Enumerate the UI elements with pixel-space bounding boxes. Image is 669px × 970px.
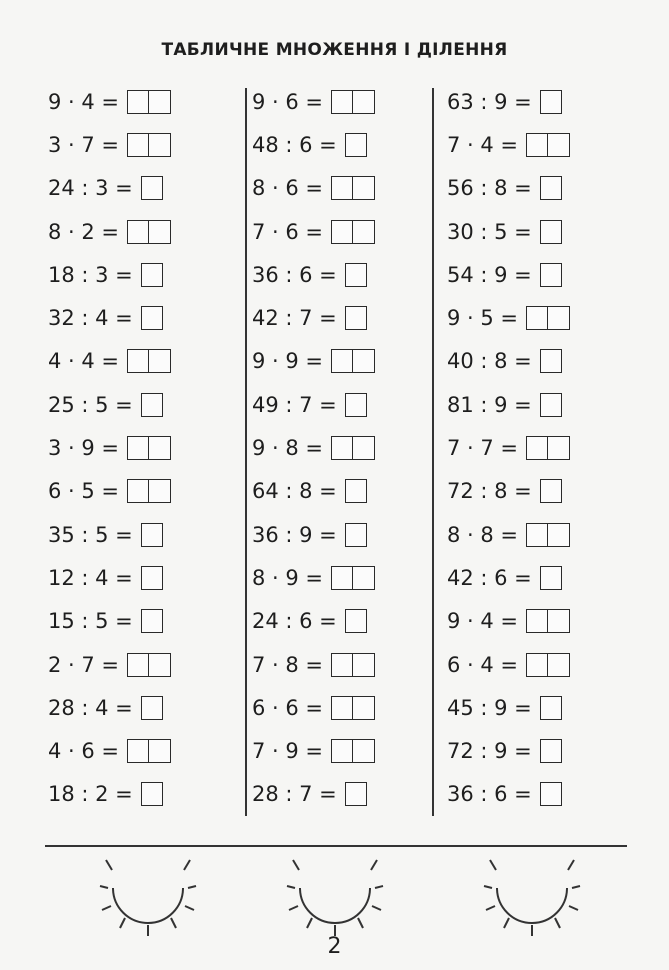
- answer-cell[interactable]: [353, 349, 375, 373]
- exercise-row: [252, 773, 375, 816]
- exercise-expression: 8 · 2 =: [48, 219, 120, 244]
- answer-box[interactable]: [141, 393, 163, 417]
- exercise-row: [447, 383, 570, 426]
- answer-box[interactable]: [345, 306, 367, 330]
- exercise-row: [447, 556, 570, 599]
- exercise-expression: 40 : 8 =: [447, 349, 532, 374]
- answer-box[interactable]: [141, 609, 163, 633]
- exercise-expression: 28 : 7 =: [252, 782, 337, 807]
- answer-cell[interactable]: [353, 696, 375, 720]
- answer-cell[interactable]: [540, 263, 562, 287]
- answer-box[interactable]: [345, 263, 367, 287]
- answer-cell[interactable]: [149, 653, 171, 677]
- answer-box[interactable]: [127, 739, 171, 763]
- exercise-row: [48, 643, 171, 686]
- exercise-expression: 36 : 9 =: [252, 522, 337, 547]
- exercise-row: [447, 513, 570, 556]
- answer-cell[interactable]: [127, 479, 149, 503]
- column-divider: [245, 88, 247, 816]
- answer-cell[interactable]: [141, 176, 163, 200]
- exercise-expression: 9 · 4 =: [447, 609, 519, 634]
- exercise-row: [252, 210, 375, 253]
- exercise-row: [252, 80, 375, 123]
- exercise-expression: 4 · 6 =: [48, 739, 120, 764]
- exercise-expression: 49 : 7 =: [252, 392, 337, 417]
- answer-cell[interactable]: [149, 349, 171, 373]
- exercise-column-2: [252, 80, 375, 816]
- exercise-expression: 7 · 7 =: [447, 436, 519, 461]
- answer-cell[interactable]: [548, 609, 570, 633]
- exercise-expression: 8 · 9 =: [252, 565, 324, 590]
- answer-cell[interactable]: [149, 436, 171, 460]
- answer-cell[interactable]: [526, 523, 548, 547]
- exercise-column-1: [48, 80, 171, 816]
- answer-box[interactable]: [127, 479, 171, 503]
- exercise-expression: 3 · 7 =: [48, 132, 120, 157]
- exercise-expression: 63 : 9 =: [447, 89, 532, 114]
- exercise-row: [48, 470, 171, 513]
- exercise-row: [252, 167, 375, 210]
- answer-cell[interactable]: [540, 782, 562, 806]
- answer-box[interactable]: [526, 653, 570, 677]
- exercise-row: [48, 383, 171, 426]
- exercise-expression: 54 : 9 =: [447, 262, 532, 287]
- answer-box[interactable]: [345, 523, 367, 547]
- page-title: ТАБЛИЧНЕ МНОЖЕННЯ І ДІЛЕННЯ: [161, 40, 508, 60]
- exercise-row: [447, 340, 570, 383]
- answer-cell[interactable]: [526, 609, 548, 633]
- answer-box[interactable]: [331, 566, 375, 590]
- answer-box[interactable]: [540, 479, 562, 503]
- answer-cell[interactable]: [548, 133, 570, 157]
- exercise-row: [48, 686, 171, 729]
- exercise-expression: 72 : 8 =: [447, 479, 532, 504]
- exercise-expression: 12 : 4 =: [48, 565, 133, 590]
- exercise-expression: 36 : 6 =: [447, 782, 532, 807]
- exercise-row: [48, 556, 171, 599]
- answer-cell[interactable]: [149, 220, 171, 244]
- answer-box[interactable]: [345, 393, 367, 417]
- exercise-expression: 32 : 4 =: [48, 306, 133, 331]
- exercise-row: [447, 773, 570, 816]
- answer-box[interactable]: [540, 696, 562, 720]
- answer-cell[interactable]: [353, 90, 375, 114]
- exercise-row: [48, 426, 171, 469]
- exercise-expression: 24 : 3 =: [48, 176, 133, 201]
- answer-box[interactable]: [345, 479, 367, 503]
- exercise-expression: 9 · 6 =: [252, 89, 324, 114]
- answer-cell[interactable]: [141, 566, 163, 590]
- answer-box[interactable]: [345, 133, 367, 157]
- answer-cell[interactable]: [548, 523, 570, 547]
- answer-box[interactable]: [526, 523, 570, 547]
- answer-box[interactable]: [540, 782, 562, 806]
- exercise-row: [48, 123, 171, 166]
- answer-box[interactable]: [526, 306, 570, 330]
- answer-cell[interactable]: [149, 133, 171, 157]
- answer-cell[interactable]: [345, 263, 367, 287]
- answer-cell[interactable]: [540, 566, 562, 590]
- exercise-expression: 3 · 9 =: [48, 436, 120, 461]
- exercise-expression: 72 : 9 =: [447, 739, 532, 764]
- answer-cell[interactable]: [141, 393, 163, 417]
- exercise-row: [252, 600, 375, 643]
- exercise-row: [252, 296, 375, 339]
- answer-cell[interactable]: [331, 739, 353, 763]
- answer-box[interactable]: [127, 349, 171, 373]
- exercise-expression: 4 · 4 =: [48, 349, 120, 374]
- answer-cell[interactable]: [141, 263, 163, 287]
- answer-cell[interactable]: [345, 609, 367, 633]
- answer-box[interactable]: [127, 90, 171, 114]
- exercise-row: [252, 556, 375, 599]
- exercise-row: [48, 513, 171, 556]
- answer-cell[interactable]: [540, 479, 562, 503]
- sun-icon: [98, 848, 198, 938]
- answer-box[interactable]: [540, 90, 562, 114]
- answer-cell[interactable]: [353, 566, 375, 590]
- exercise-row: [447, 123, 570, 166]
- answer-cell[interactable]: [345, 782, 367, 806]
- answer-cell[interactable]: [127, 90, 149, 114]
- answer-cell[interactable]: [331, 566, 353, 590]
- answer-box[interactable]: [540, 176, 562, 200]
- answer-cell[interactable]: [141, 306, 163, 330]
- exercise-row: [48, 600, 171, 643]
- exercise-expression: 25 : 5 =: [48, 392, 133, 417]
- sun-icon: [285, 848, 385, 938]
- answer-cell[interactable]: [540, 220, 562, 244]
- answer-cell[interactable]: [141, 523, 163, 547]
- answer-cell[interactable]: [127, 436, 149, 460]
- page-number: 2: [327, 934, 342, 959]
- answer-cell[interactable]: [540, 349, 562, 373]
- answer-box[interactable]: [141, 306, 163, 330]
- exercise-expression: 18 : 3 =: [48, 262, 133, 287]
- exercise-row: [252, 470, 375, 513]
- exercise-row: [447, 80, 570, 123]
- answer-cell[interactable]: [526, 653, 548, 677]
- answer-box[interactable]: [331, 220, 375, 244]
- answer-box[interactable]: [141, 696, 163, 720]
- exercise-expression: 8 · 6 =: [252, 176, 324, 201]
- exercise-expression: 56 : 8 =: [447, 176, 532, 201]
- answer-cell[interactable]: [345, 523, 367, 547]
- answer-box[interactable]: [526, 436, 570, 460]
- exercise-row: [252, 513, 375, 556]
- answer-cell[interactable]: [127, 133, 149, 157]
- exercise-row: [447, 643, 570, 686]
- exercise-expression: 30 : 5 =: [447, 219, 532, 244]
- exercise-row: [48, 340, 171, 383]
- answer-box[interactable]: [345, 782, 367, 806]
- answer-cell[interactable]: [127, 220, 149, 244]
- answer-cell[interactable]: [127, 349, 149, 373]
- exercise-row: [447, 686, 570, 729]
- answer-cell[interactable]: [526, 436, 548, 460]
- answer-cell[interactable]: [540, 176, 562, 200]
- answer-cell[interactable]: [127, 739, 149, 763]
- answer-box[interactable]: [331, 436, 375, 460]
- exercise-row: [252, 123, 375, 166]
- answer-cell[interactable]: [149, 479, 171, 503]
- exercise-row: [447, 296, 570, 339]
- answer-cell[interactable]: [331, 90, 353, 114]
- answer-cell[interactable]: [331, 436, 353, 460]
- answer-cell[interactable]: [141, 696, 163, 720]
- exercise-row: [48, 80, 171, 123]
- exercise-expression: 9 · 4 =: [48, 89, 120, 114]
- exercise-expression: 42 : 6 =: [447, 565, 532, 590]
- answer-cell[interactable]: [331, 176, 353, 200]
- column-divider: [432, 88, 434, 816]
- exercise-expression: 35 : 5 =: [48, 522, 133, 547]
- answer-cell[interactable]: [548, 436, 570, 460]
- exercise-expression: 24 : 6 =: [252, 609, 337, 634]
- sun-icon: [482, 848, 582, 938]
- exercise-row: [447, 167, 570, 210]
- answer-box[interactable]: [540, 739, 562, 763]
- answer-cell[interactable]: [540, 739, 562, 763]
- answer-box[interactable]: [331, 739, 375, 763]
- exercise-expression: 64 : 8 =: [252, 479, 337, 504]
- answer-box[interactable]: [540, 566, 562, 590]
- exercise-row: [48, 253, 171, 296]
- exercise-row: [48, 773, 171, 816]
- answer-box[interactable]: [127, 653, 171, 677]
- exercise-expression: 48 : 6 =: [252, 132, 337, 157]
- answer-cell[interactable]: [345, 306, 367, 330]
- answer-box[interactable]: [141, 523, 163, 547]
- answer-box[interactable]: [141, 566, 163, 590]
- answer-box[interactable]: [526, 609, 570, 633]
- exercise-expression: 18 : 2 =: [48, 782, 133, 807]
- exercise-row: [252, 253, 375, 296]
- answer-box[interactable]: [540, 349, 562, 373]
- answer-cell[interactable]: [548, 306, 570, 330]
- answer-cell[interactable]: [345, 393, 367, 417]
- answer-cell[interactable]: [353, 739, 375, 763]
- exercise-expression: 42 : 7 =: [252, 306, 337, 331]
- answer-cell[interactable]: [353, 220, 375, 244]
- exercise-row: [447, 253, 570, 296]
- exercise-expression: 6 · 6 =: [252, 695, 324, 720]
- answer-cell[interactable]: [149, 90, 171, 114]
- exercise-row: [252, 426, 375, 469]
- exercise-row: [447, 426, 570, 469]
- answer-cell[interactable]: [141, 609, 163, 633]
- answer-cell[interactable]: [331, 653, 353, 677]
- exercise-row: [447, 600, 570, 643]
- exercise-expression: 7 · 8 =: [252, 652, 324, 677]
- answer-cell[interactable]: [331, 696, 353, 720]
- exercise-expression: 6 · 4 =: [447, 652, 519, 677]
- exercise-row: [48, 167, 171, 210]
- answer-cell[interactable]: [540, 90, 562, 114]
- answer-box[interactable]: [526, 133, 570, 157]
- answer-cell[interactable]: [353, 176, 375, 200]
- answer-box[interactable]: [127, 220, 171, 244]
- answer-cell[interactable]: [345, 133, 367, 157]
- answer-box[interactable]: [540, 393, 562, 417]
- exercise-row: [252, 383, 375, 426]
- answer-box[interactable]: [127, 133, 171, 157]
- exercise-expression: 8 · 8 =: [447, 522, 519, 547]
- exercise-row: [447, 210, 570, 253]
- answer-cell[interactable]: [149, 739, 171, 763]
- exercise-row: [48, 296, 171, 339]
- answer-box[interactable]: [331, 176, 375, 200]
- exercise-column-3: [447, 80, 570, 816]
- answer-cell[interactable]: [353, 653, 375, 677]
- answer-box[interactable]: [331, 696, 375, 720]
- exercise-expression: 45 : 9 =: [447, 695, 532, 720]
- exercise-expression: 6 · 5 =: [48, 479, 120, 504]
- answer-cell[interactable]: [526, 133, 548, 157]
- exercise-expression: 7 · 9 =: [252, 739, 324, 764]
- exercise-row: [252, 643, 375, 686]
- exercise-expression: 9 · 9 =: [252, 349, 324, 374]
- exercise-row: [252, 729, 375, 772]
- bottom-divider: [45, 845, 627, 847]
- exercise-expression: 9 · 5 =: [447, 306, 519, 331]
- answer-box[interactable]: [141, 176, 163, 200]
- answer-cell[interactable]: [141, 782, 163, 806]
- exercise-expression: 2 · 7 =: [48, 652, 120, 677]
- answer-box[interactable]: [141, 263, 163, 287]
- answer-box[interactable]: [141, 782, 163, 806]
- exercise-row: [252, 686, 375, 729]
- answer-cell[interactable]: [331, 349, 353, 373]
- answer-cell[interactable]: [526, 306, 548, 330]
- exercise-row: [447, 729, 570, 772]
- answer-cell[interactable]: [331, 220, 353, 244]
- exercise-expression: 15 : 5 =: [48, 609, 133, 634]
- exercise-expression: 28 : 4 =: [48, 695, 133, 720]
- exercise-expression: 9 · 8 =: [252, 436, 324, 461]
- exercise-row: [48, 210, 171, 253]
- exercise-expression: 7 · 4 =: [447, 132, 519, 157]
- exercise-row: [447, 470, 570, 513]
- answer-cell[interactable]: [345, 479, 367, 503]
- answer-cell[interactable]: [540, 393, 562, 417]
- exercise-row: [48, 729, 171, 772]
- exercise-expression: 7 · 6 =: [252, 219, 324, 244]
- answer-cell[interactable]: [548, 653, 570, 677]
- answer-box[interactable]: [331, 90, 375, 114]
- exercise-expression: 36 : 6 =: [252, 262, 337, 287]
- answer-cell[interactable]: [353, 436, 375, 460]
- answer-cell[interactable]: [540, 696, 562, 720]
- answer-box[interactable]: [127, 436, 171, 460]
- exercise-row: [252, 340, 375, 383]
- answer-box[interactable]: [345, 609, 367, 633]
- answer-box[interactable]: [540, 220, 562, 244]
- answer-box[interactable]: [331, 349, 375, 373]
- answer-box[interactable]: [540, 263, 562, 287]
- exercise-expression: 81 : 9 =: [447, 392, 532, 417]
- answer-box[interactable]: [331, 653, 375, 677]
- answer-cell[interactable]: [127, 653, 149, 677]
